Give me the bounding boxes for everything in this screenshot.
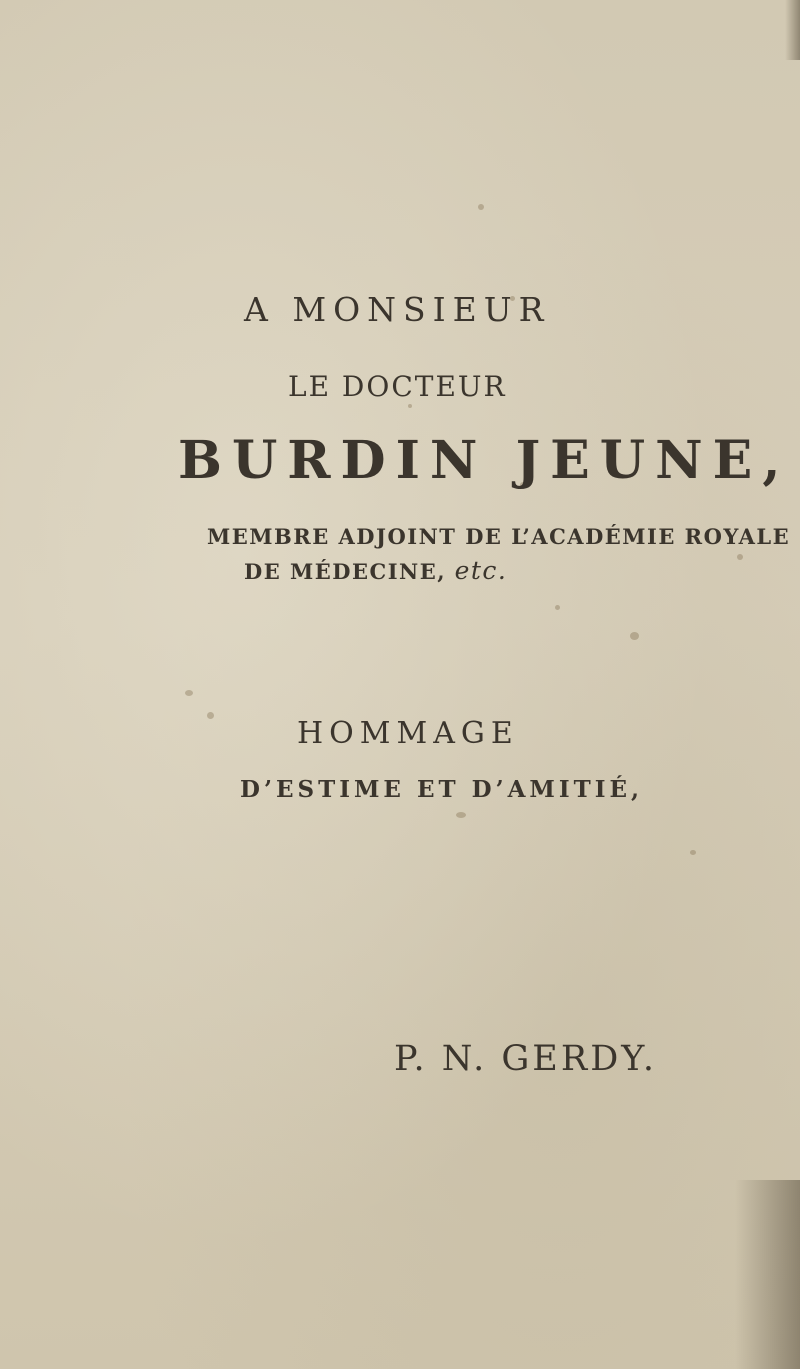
foxing-spot (478, 204, 484, 210)
page-edge-shadow (735, 1180, 800, 1369)
tribute-heading: HOMMAGE (297, 716, 519, 751)
foxing-spot (207, 712, 214, 719)
foxing-spot (456, 812, 466, 818)
foxing-spot (737, 554, 743, 560)
author-signature: P. N. GERDY. (394, 1039, 657, 1079)
tribute-subheading: D’ESTIME ET D’AMITIÉ, (240, 776, 644, 803)
page-edge-shadow (785, 0, 800, 60)
position-line2-caps: DE MÉDECINE, (244, 559, 447, 584)
dedication-salutation: A MONSIEUR (244, 290, 551, 329)
dedication-title: LE DOCTEUR (288, 370, 507, 403)
dedicatee-name: BURDIN JEUNE, (178, 430, 791, 491)
foxing-spot (185, 690, 193, 696)
foxing-spot (630, 632, 639, 640)
dedicatee-position-line2 (244, 556, 507, 585)
foxing-spot (408, 404, 412, 408)
position-line2-etc: etc. (454, 556, 508, 585)
foxing-spot (690, 850, 696, 855)
dedicatee-position-line1: MEMBRE ADJOINT DE L’ACADÉMIE ROYALE (207, 524, 791, 549)
foxing-spot (555, 605, 560, 610)
